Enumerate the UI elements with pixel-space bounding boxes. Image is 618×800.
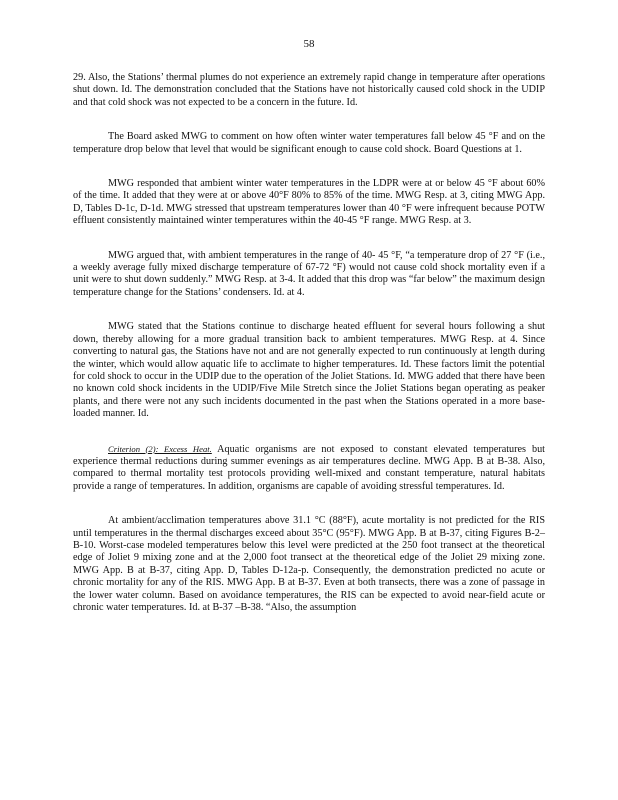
paragraph-3: MWG responded that ambient winter water temperatures in the LDPR were at or below 45 °F about 60% of the time. It added that they were at or above 40°F 80% to 85% of the time. MWG Resp. at 3, citing MWG App. D, Tables D-1c, D-1d. MWG stressed that upstream temperatures lower than 40 °F were infrequent because POTW effluent consistently maintained winter temperatures within the 40-45 °F range. MWG Resp. at 3. <box>73 178 545 227</box>
paragraph-4: MWG argued that, with ambient temperatures in the range of 40- 45 °F, “a temperature drop of 27 °F (i.e., a weekly average fully mixed discharge temperature of 67-72 °F) would not cause cold shock mortality even if a unit were to shut down suddenly.” MWG Resp. at 3-4. It added that this drop was “far below” the maximum design temperature change for the Stations’ condensers. Id. at 4. <box>73 249 545 298</box>
page-body <box>73 72 545 636</box>
paragraph-2: The Board asked MWG to comment on how often winter water temperatures fall below 45 °F and on the temperature drop below that level that would be significant enough to cause cold shock. Board Questions at 1. <box>73 131 545 155</box>
page-number: 58 <box>303 38 315 50</box>
paragraph-1: 29. Also, the Stations’ thermal plumes do not experience an extremely rapid change in temperature after operations shut down. Id. The demonstration concluded that the Stations have not historically caused cold shock in the UDIP and that cold shock was not expected to be a concern in the future. Id. <box>73 72 545 108</box>
criterion-text: Aquatic organisms are not exposed to constant elevated temperatures but experience thermal reductions during summer evenings as air temperatures decline. MWG App. B at B-38. Also, compared to thermal mortality test protocols providing well-mixed and constant temperature, natural habitats provide a range of temperatures. In addition, organisms are capable of avoiding stressful temperatures. Id. <box>73 443 545 492</box>
criterion-heading: Criterion (2): Excess Heat. <box>108 443 212 454</box>
paragraph-final: At ambient/acclimation temperatures above 31.1 °C (88°F), acute mortality is not predicted for the RIS until temperatures in the thermal discharges exceed about 35°C (95°F). MWG App. B at B-37, citing Figures B-2–B-10. Worst-case modeled temperatures below this level were predicted at the 250 foot transect at the theoretical edge of Joliet 9 mixing zone and at the 2,000 foot transect at the theoretical edge of the Joliet 29 mixing zone. MWG App. B at B-37, citing App. D, Tables D-12a-p. Consequently, the demonstration predicted no acute or chronic mortality for any of the RIS. MWG App. B at B-37. Even at both transects, there was a zone of passage in the lower water column. Based on avoidance temperatures, the RIS can be expected to avoid near-field acute or chronic water temperatures. Id. at B-37 –B-38. “Also, the assumption <box>73 515 545 613</box>
criterion-paragraph <box>73 443 545 494</box>
paragraph-5: MWG stated that the Stations continue to discharge heated effluent for several hours following a shut down, thereby allowing for a more gradual transition back to ambient temperatures. MWG Resp. at 4. Since converting to natural gas, the Stations have not and are not generally expected to run continuously at length during the winter, which would allow aquatic life to acclimate to higher temperatures. Id. These factors limit the potential for cold shock to occur in the UDIP due to the operation of the Joliet Stations. Id. MWG added that there have been no known cold shock incidents in the UDIP/Five Mile Stretch since the Joliet Stations began operating as peaker plants, and there were not any such incidents documented in the past when the Stations operated in a more base-loaded manner. Id. <box>73 321 545 420</box>
